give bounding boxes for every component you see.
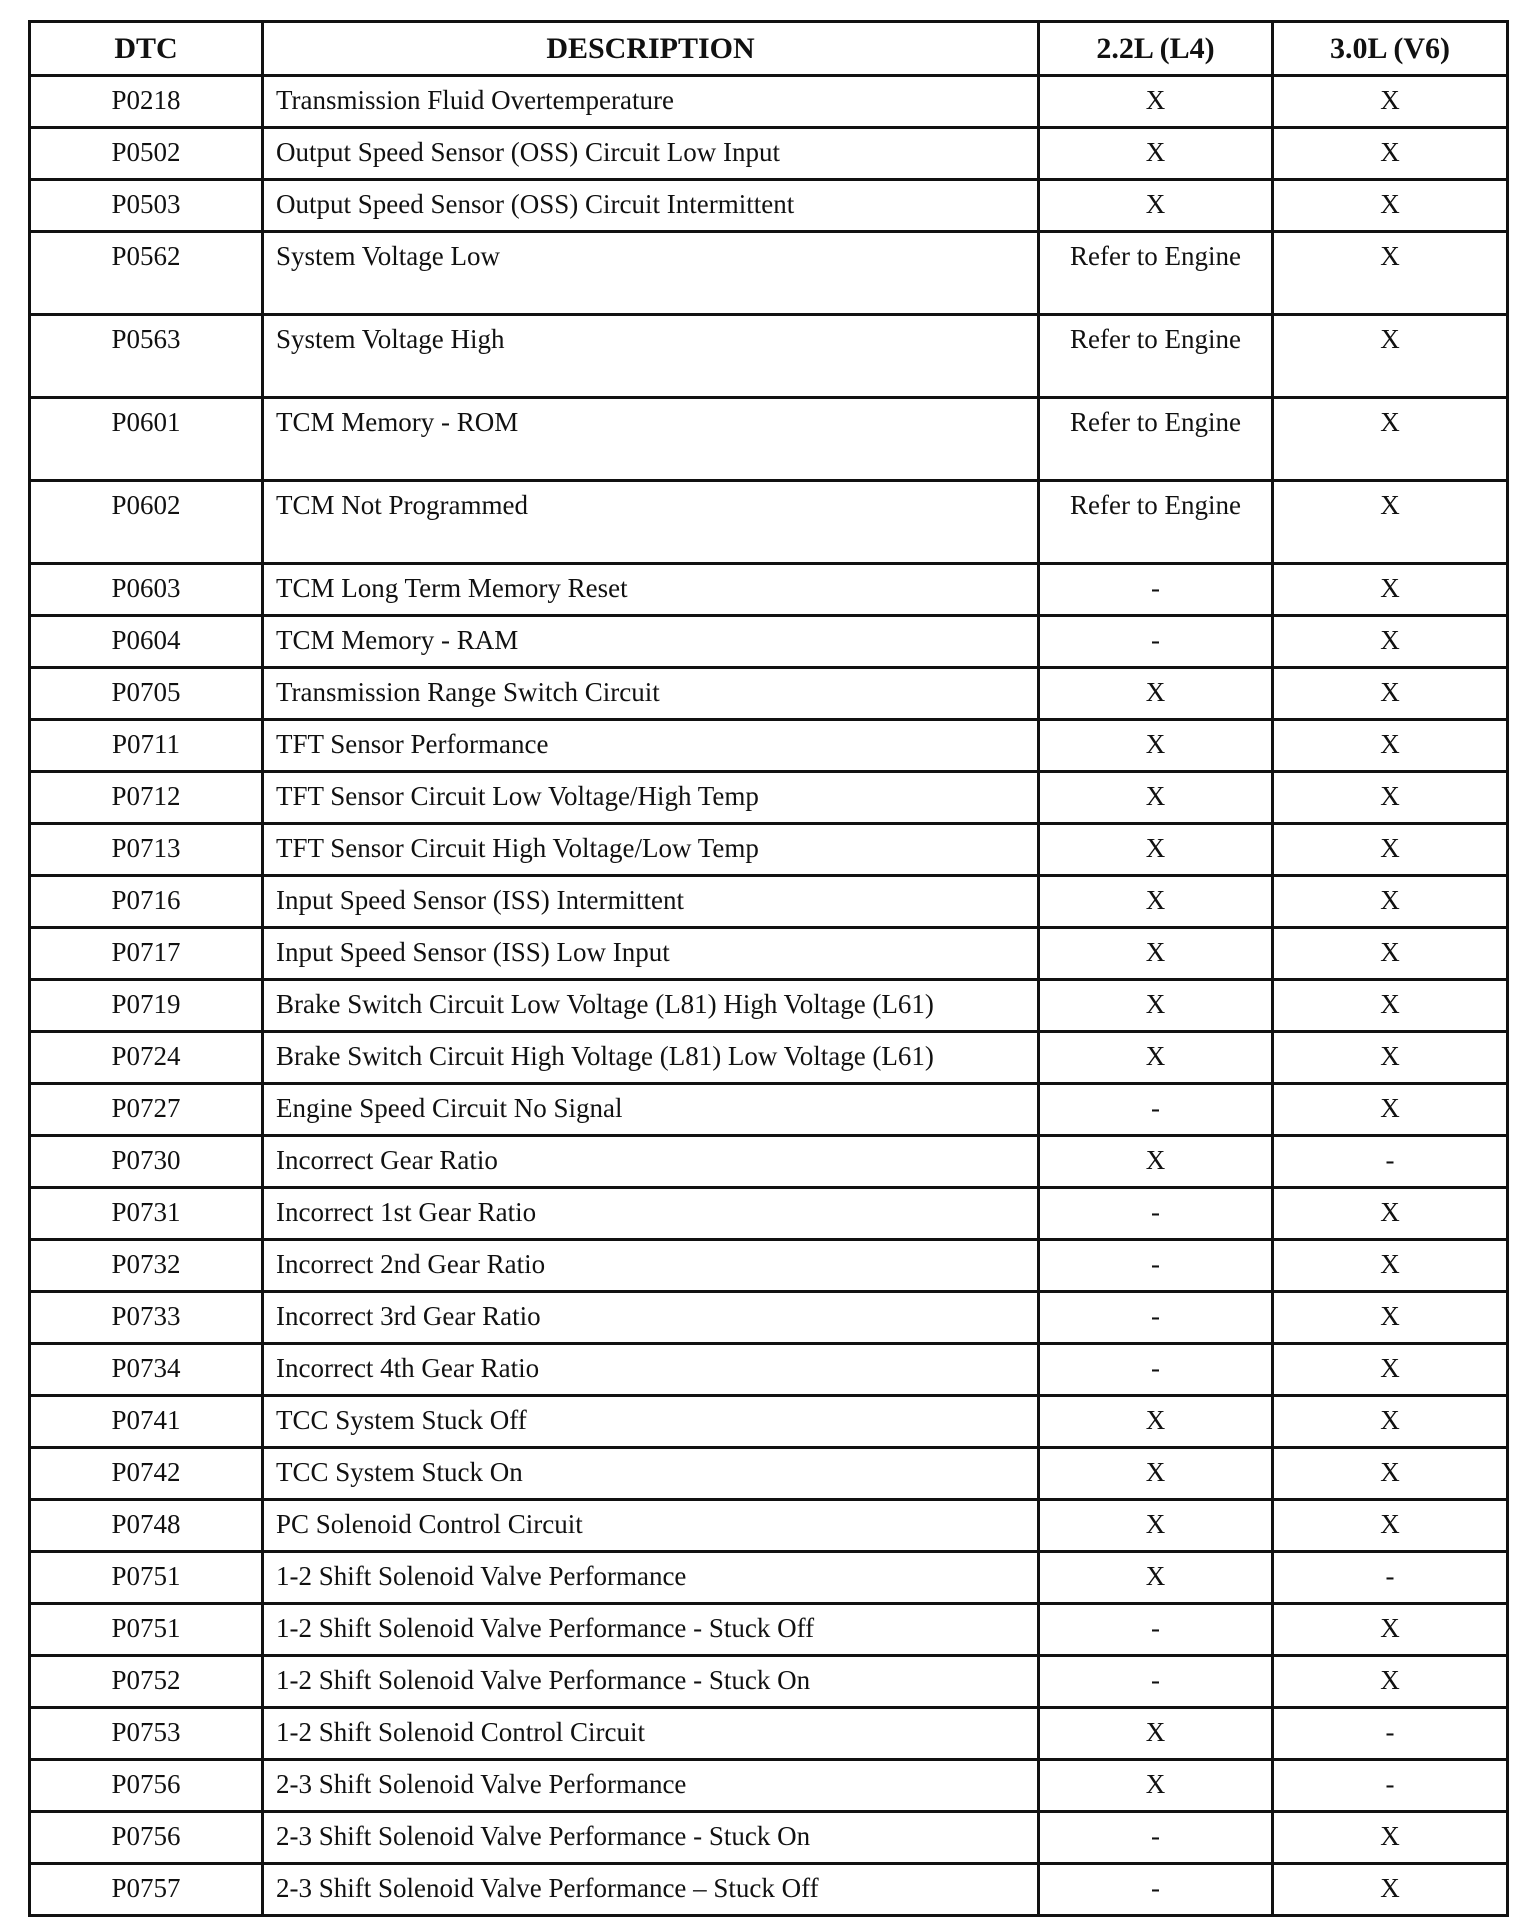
table-row (30, 616, 1508, 668)
table-row (30, 1396, 1508, 1448)
description-cell: Incorrect 3rd Gear Ratio (263, 1292, 1039, 1344)
l4-applicability-cell: - (1039, 616, 1273, 668)
table-row (30, 1604, 1508, 1656)
description-cell: 1-2 Shift Solenoid Valve Performance - Stuck Off (263, 1604, 1039, 1656)
description-cell: 1-2 Shift Solenoid Control Circuit (263, 1708, 1039, 1760)
l4-applicability-cell: - (1039, 1604, 1273, 1656)
table-row (30, 180, 1508, 232)
l4-applicability-cell: - (1039, 564, 1273, 616)
v6-applicability-cell: X (1273, 1292, 1508, 1344)
table-row (30, 1240, 1508, 1292)
description-cell: TCC System Stuck Off (263, 1396, 1039, 1448)
v6-applicability-cell: X (1273, 1188, 1508, 1240)
dtc-code-cell: P0733 (30, 1292, 263, 1344)
dtc-code-cell: P0757 (30, 1864, 263, 1916)
dtc-code-cell: P0751 (30, 1552, 263, 1604)
table-row (30, 1760, 1508, 1812)
description-cell: Input Speed Sensor (ISS) Low Input (263, 928, 1039, 980)
v6-applicability-cell: X (1273, 720, 1508, 772)
v6-applicability-cell: X (1273, 928, 1508, 980)
l4-applicability-cell: X (1039, 720, 1273, 772)
dtc-code-cell: P0218 (30, 76, 263, 128)
v6-applicability-cell: X (1273, 980, 1508, 1032)
description-cell: TFT Sensor Performance (263, 720, 1039, 772)
description-cell: Incorrect Gear Ratio (263, 1136, 1039, 1188)
dtc-code-cell: P0604 (30, 616, 263, 668)
l4-applicability-cell: X (1039, 824, 1273, 876)
l4-applicability-cell: X (1039, 1396, 1273, 1448)
v6-applicability-cell: X (1273, 1448, 1508, 1500)
dtc-code-cell: P0717 (30, 928, 263, 980)
v6-applicability-cell: X (1273, 1812, 1508, 1864)
v6-applicability-cell: X (1273, 1240, 1508, 1292)
description-cell: PC Solenoid Control Circuit (263, 1500, 1039, 1552)
dtc-code-cell: P0563 (30, 315, 263, 398)
dtc-code-cell: P0727 (30, 1084, 263, 1136)
description-cell: TCM Long Term Memory Reset (263, 564, 1039, 616)
l4-applicability-cell: - (1039, 1188, 1273, 1240)
v6-applicability-cell: - (1273, 1136, 1508, 1188)
description-cell: System Voltage Low (263, 232, 1039, 315)
dtc-code-cell: P0502 (30, 128, 263, 180)
dtc-code-cell: P0711 (30, 720, 263, 772)
l4-applicability-cell: - (1039, 1084, 1273, 1136)
table-row (30, 1084, 1508, 1136)
description-cell: Brake Switch Circuit High Voltage (L81) Low Voltage (L61) (263, 1032, 1039, 1084)
dtc-code-cell: P0503 (30, 180, 263, 232)
dtc-code-cell: P0753 (30, 1708, 263, 1760)
table-row (30, 1188, 1508, 1240)
dtc-code-cell: P0742 (30, 1448, 263, 1500)
description-cell: 2-3 Shift Solenoid Valve Performance (263, 1760, 1039, 1812)
table-row (30, 128, 1508, 180)
table-body (30, 76, 1508, 1916)
l4-applicability-cell: X (1039, 128, 1273, 180)
v6-applicability-cell: - (1273, 1760, 1508, 1812)
l4-applicability-cell: X (1039, 668, 1273, 720)
l4-applicability-cell: X (1039, 876, 1273, 928)
description-cell: TFT Sensor Circuit High Voltage/Low Temp (263, 824, 1039, 876)
description-cell: Brake Switch Circuit Low Voltage (L81) High Voltage (L61) (263, 980, 1039, 1032)
v6-applicability-cell: X (1273, 1656, 1508, 1708)
table-row (30, 1656, 1508, 1708)
description-cell: Incorrect 1st Gear Ratio (263, 1188, 1039, 1240)
table-row (30, 564, 1508, 616)
v6-applicability-cell: X (1273, 824, 1508, 876)
l4-applicability-cell: X (1039, 980, 1273, 1032)
dtc-code-cell: P0751 (30, 1604, 263, 1656)
v6-applicability-cell: X (1273, 616, 1508, 668)
l4-applicability-cell: - (1039, 1864, 1273, 1916)
table-row (30, 481, 1508, 564)
table-row (30, 1032, 1508, 1084)
l4-applicability-cell: X (1039, 1136, 1273, 1188)
l4-applicability-cell: X (1039, 1552, 1273, 1604)
l4-applicability-cell: - (1039, 1292, 1273, 1344)
table-row (30, 398, 1508, 481)
l4-applicability-cell: - (1039, 1344, 1273, 1396)
v6-applicability-cell: - (1273, 1708, 1508, 1760)
dtc-code-cell: P0730 (30, 1136, 263, 1188)
v6-applicability-cell: X (1273, 1396, 1508, 1448)
description-cell: TFT Sensor Circuit Low Voltage/High Temp (263, 772, 1039, 824)
l4-applicability-cell: Refer to Engine (1039, 315, 1273, 398)
table-row (30, 1136, 1508, 1188)
table-row (30, 76, 1508, 128)
dtc-code-cell: P0756 (30, 1760, 263, 1812)
description-cell: Output Speed Sensor (OSS) Circuit Low Input (263, 128, 1039, 180)
dtc-table (28, 20, 1509, 1917)
l4-applicability-cell: X (1039, 1500, 1273, 1552)
description-cell: Engine Speed Circuit No Signal (263, 1084, 1039, 1136)
description-cell: Incorrect 2nd Gear Ratio (263, 1240, 1039, 1292)
dtc-code-cell: P0732 (30, 1240, 263, 1292)
dtc-code-cell: P0713 (30, 824, 263, 876)
table-row (30, 720, 1508, 772)
table-row (30, 980, 1508, 1032)
v6-applicability-cell: X (1273, 668, 1508, 720)
v6-applicability-cell: X (1273, 481, 1508, 564)
description-cell: 2-3 Shift Solenoid Valve Performance – Stuck Off (263, 1864, 1039, 1916)
v6-applicability-cell: X (1273, 1084, 1508, 1136)
v6-applicability-cell: X (1273, 876, 1508, 928)
l4-applicability-cell: X (1039, 1760, 1273, 1812)
description-cell: TCM Not Programmed (263, 481, 1039, 564)
table-row (30, 772, 1508, 824)
table-row (30, 1500, 1508, 1552)
table-row (30, 1864, 1508, 1916)
description-cell: Transmission Fluid Overtemperature (263, 76, 1039, 128)
dtc-code-cell: P0724 (30, 1032, 263, 1084)
l4-applicability-cell: Refer to Engine (1039, 481, 1273, 564)
l4-applicability-cell: X (1039, 928, 1273, 980)
description-cell: TCC System Stuck On (263, 1448, 1039, 1500)
l4-applicability-cell: - (1039, 1240, 1273, 1292)
v6-applicability-cell: X (1273, 398, 1508, 481)
v6-applicability-cell: X (1273, 772, 1508, 824)
l4-applicability-cell: X (1039, 1708, 1273, 1760)
table-row (30, 824, 1508, 876)
header-row (30, 22, 1508, 76)
description-cell: 1-2 Shift Solenoid Valve Performance - Stuck On (263, 1656, 1039, 1708)
dtc-code-cell: P0601 (30, 398, 263, 481)
description-cell: 1-2 Shift Solenoid Valve Performance (263, 1552, 1039, 1604)
dtc-code-cell: P0719 (30, 980, 263, 1032)
v6-applicability-cell: X (1273, 1864, 1508, 1916)
dtc-code-cell: P0602 (30, 481, 263, 564)
v6-applicability-cell: X (1273, 232, 1508, 315)
v6-applicability-cell: X (1273, 564, 1508, 616)
v6-applicability-cell: X (1273, 315, 1508, 398)
dtc-code-cell: P0734 (30, 1344, 263, 1396)
l4-applicability-cell: X (1039, 772, 1273, 824)
dtc-code-cell: P0741 (30, 1396, 263, 1448)
table-row (30, 1344, 1508, 1396)
v6-applicability-cell: X (1273, 128, 1508, 180)
v6-applicability-cell: X (1273, 180, 1508, 232)
description-cell: 2-3 Shift Solenoid Valve Performance - Stuck On (263, 1812, 1039, 1864)
table-header (30, 22, 1508, 76)
v6-applicability-cell: X (1273, 1500, 1508, 1552)
table-row (30, 1448, 1508, 1500)
table-row (30, 1708, 1508, 1760)
header-v6: 3.0L (V6) (1273, 22, 1508, 76)
v6-applicability-cell: X (1273, 76, 1508, 128)
table-row (30, 876, 1508, 928)
description-cell: TCM Memory - ROM (263, 398, 1039, 481)
dtc-code-cell: P0756 (30, 1812, 263, 1864)
description-cell: Output Speed Sensor (OSS) Circuit Intermittent (263, 180, 1039, 232)
table-row (30, 1292, 1508, 1344)
dtc-code-cell: P0731 (30, 1188, 263, 1240)
description-cell: Transmission Range Switch Circuit (263, 668, 1039, 720)
description-cell: TCM Memory - RAM (263, 616, 1039, 668)
dtc-code-cell: P0748 (30, 1500, 263, 1552)
l4-applicability-cell: - (1039, 1812, 1273, 1864)
dtc-code-cell: P0603 (30, 564, 263, 616)
table-row (30, 315, 1508, 398)
v6-applicability-cell: X (1273, 1604, 1508, 1656)
header-dtc: DTC (30, 22, 263, 76)
l4-applicability-cell: Refer to Engine (1039, 232, 1273, 315)
table-row (30, 928, 1508, 980)
v6-applicability-cell: X (1273, 1344, 1508, 1396)
dtc-code-cell: P0752 (30, 1656, 263, 1708)
table-row (30, 232, 1508, 315)
v6-applicability-cell: X (1273, 1032, 1508, 1084)
header-l4: 2.2L (L4) (1039, 22, 1273, 76)
table-row (30, 1552, 1508, 1604)
dtc-code-cell: P0705 (30, 668, 263, 720)
dtc-code-cell: P0712 (30, 772, 263, 824)
table-row (30, 1812, 1508, 1864)
dtc-code-cell: P0562 (30, 232, 263, 315)
l4-applicability-cell: X (1039, 1032, 1273, 1084)
l4-applicability-cell: X (1039, 180, 1273, 232)
l4-applicability-cell: Refer to Engine (1039, 398, 1273, 481)
l4-applicability-cell: X (1039, 76, 1273, 128)
description-cell: Input Speed Sensor (ISS) Intermittent (263, 876, 1039, 928)
v6-applicability-cell: - (1273, 1552, 1508, 1604)
description-cell: Incorrect 4th Gear Ratio (263, 1344, 1039, 1396)
description-cell: System Voltage High (263, 315, 1039, 398)
l4-applicability-cell: - (1039, 1656, 1273, 1708)
table-row (30, 668, 1508, 720)
header-description: DESCRIPTION (263, 22, 1039, 76)
l4-applicability-cell: X (1039, 1448, 1273, 1500)
dtc-code-cell: P0716 (30, 876, 263, 928)
